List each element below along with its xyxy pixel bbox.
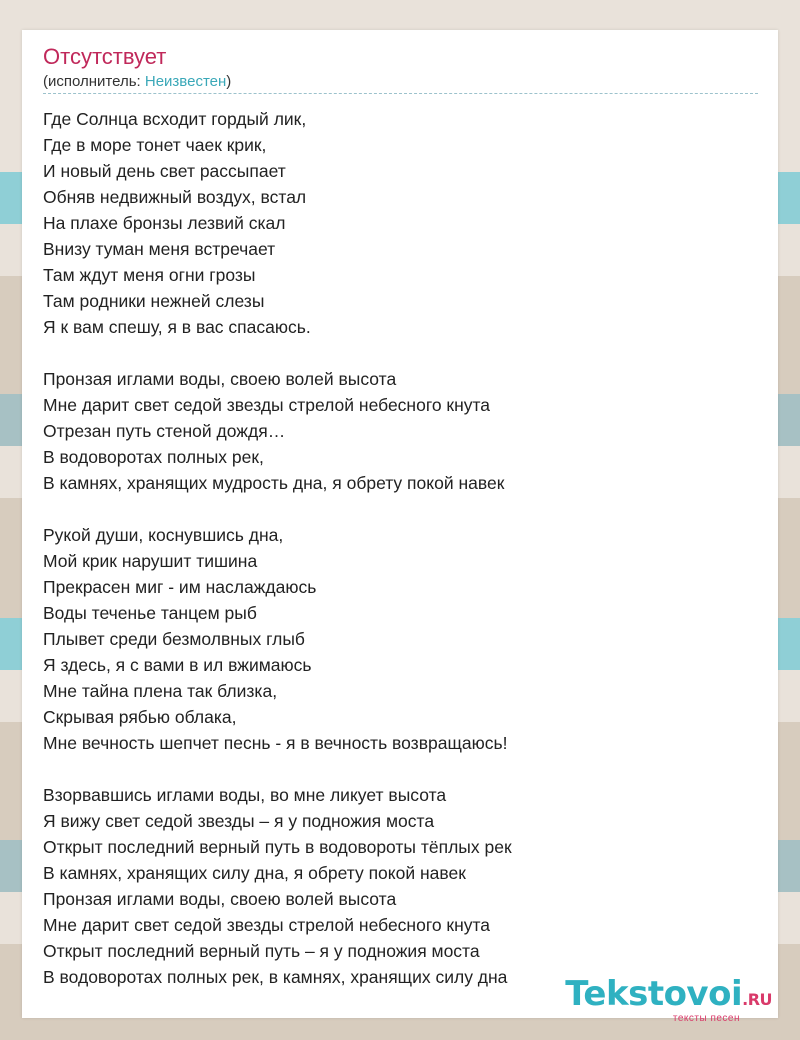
lyric-line: В водоворотах полных рек, в камнях, хранящих силу дна bbox=[43, 967, 508, 987]
lyric-line: В камнях, хранящих силу дна, я обрету покой навек bbox=[43, 863, 466, 883]
lyric-line: Мне тайна плена так близка, bbox=[43, 681, 278, 701]
lyric-line: Отрезан путь стеной дождя… bbox=[43, 421, 286, 441]
lyric-line: Я здесь, я с вами в ил вжимаюсь bbox=[43, 655, 312, 675]
lyric-line: Воды теченье танцем рыб bbox=[43, 603, 257, 623]
stanza bbox=[43, 522, 763, 756]
lyric-line: Плывет среди безмолвных глыб bbox=[43, 629, 305, 649]
lyric-line: В камнях, хранящих мудрость дна, я обрету покой навек bbox=[43, 473, 505, 493]
stanza bbox=[43, 366, 763, 496]
logo-wordmark bbox=[565, 975, 772, 1019]
lyric-line: Мне дарит свет седой звезды стрелой небесного кнута bbox=[43, 395, 491, 415]
lyric-line: Пронзая иглами воды, своею волей высота bbox=[43, 889, 397, 909]
logo-name: Tekstovoi bbox=[565, 974, 743, 1014]
lyrics-card bbox=[22, 30, 778, 1024]
lyric-line: Там ждут меня огни грозы bbox=[43, 265, 256, 285]
logo-tld: .RU bbox=[742, 990, 772, 1009]
lyric-line: Мой крик нарушит тишина bbox=[43, 551, 258, 571]
lyric-line: Пронзая иглами воды, своею волей высота bbox=[43, 369, 397, 389]
lyric-line: Открыт последний верный путь в водовороты тёплых рек bbox=[43, 837, 512, 857]
lyric-line: Открыт последний верный путь – я у подножия моста bbox=[43, 941, 480, 961]
lyrics-text bbox=[43, 106, 763, 1016]
artist-suffix: ) bbox=[226, 73, 232, 90]
lyric-line: Я вижу свет седой звезды – я у подножия моста bbox=[43, 811, 435, 831]
lyric-line: Мне дарит свет седой звезды стрелой небесного кнута bbox=[43, 915, 491, 935]
lyric-line: Обняв недвижный воздух, встал bbox=[43, 187, 307, 207]
site-logo[interactable] bbox=[565, 975, 772, 1024]
lyric-line: Где в море тонет чаек крик, bbox=[43, 135, 267, 155]
lyric-line: Где Солнца всходит гордый лик, bbox=[43, 109, 307, 129]
lyric-line: И новый день свет рассыпает bbox=[43, 161, 286, 181]
lyric-line: Взорвавшись иглами воды, во мне ликует высота bbox=[43, 785, 447, 805]
lyric-line: На плахе бронзы лезвий скал bbox=[43, 213, 286, 233]
lyric-line: Рукой души, коснувшись дна, bbox=[43, 525, 284, 545]
lyric-line: Там родники нежней слезы bbox=[43, 291, 265, 311]
lyric-line: Прекрасен миг - им наслаждаюсь bbox=[43, 577, 317, 597]
stanza bbox=[43, 106, 763, 340]
artist-prefix: (исполнитель: bbox=[43, 73, 145, 90]
lyric-line: Внизу туман меня встречает bbox=[43, 239, 276, 259]
song-title: Отсутствует bbox=[43, 44, 167, 69]
artist-link[interactable]: Неизвестен bbox=[144, 73, 227, 90]
lyric-line: В водоворотах полных рек, bbox=[43, 447, 264, 467]
lyric-line: Мне вечность шепчет песнь - я в вечность возвращаюсь! bbox=[43, 733, 508, 753]
logo-tagline: тексты песен bbox=[672, 1013, 740, 1024]
lyric-line: Я к вам спешу, я в вас спасаюсь. bbox=[43, 317, 311, 337]
title-divider bbox=[43, 93, 758, 94]
lyric-line: Скрывая рябью облака, bbox=[43, 707, 237, 727]
artist-line bbox=[43, 73, 231, 91]
stanza bbox=[43, 782, 763, 990]
